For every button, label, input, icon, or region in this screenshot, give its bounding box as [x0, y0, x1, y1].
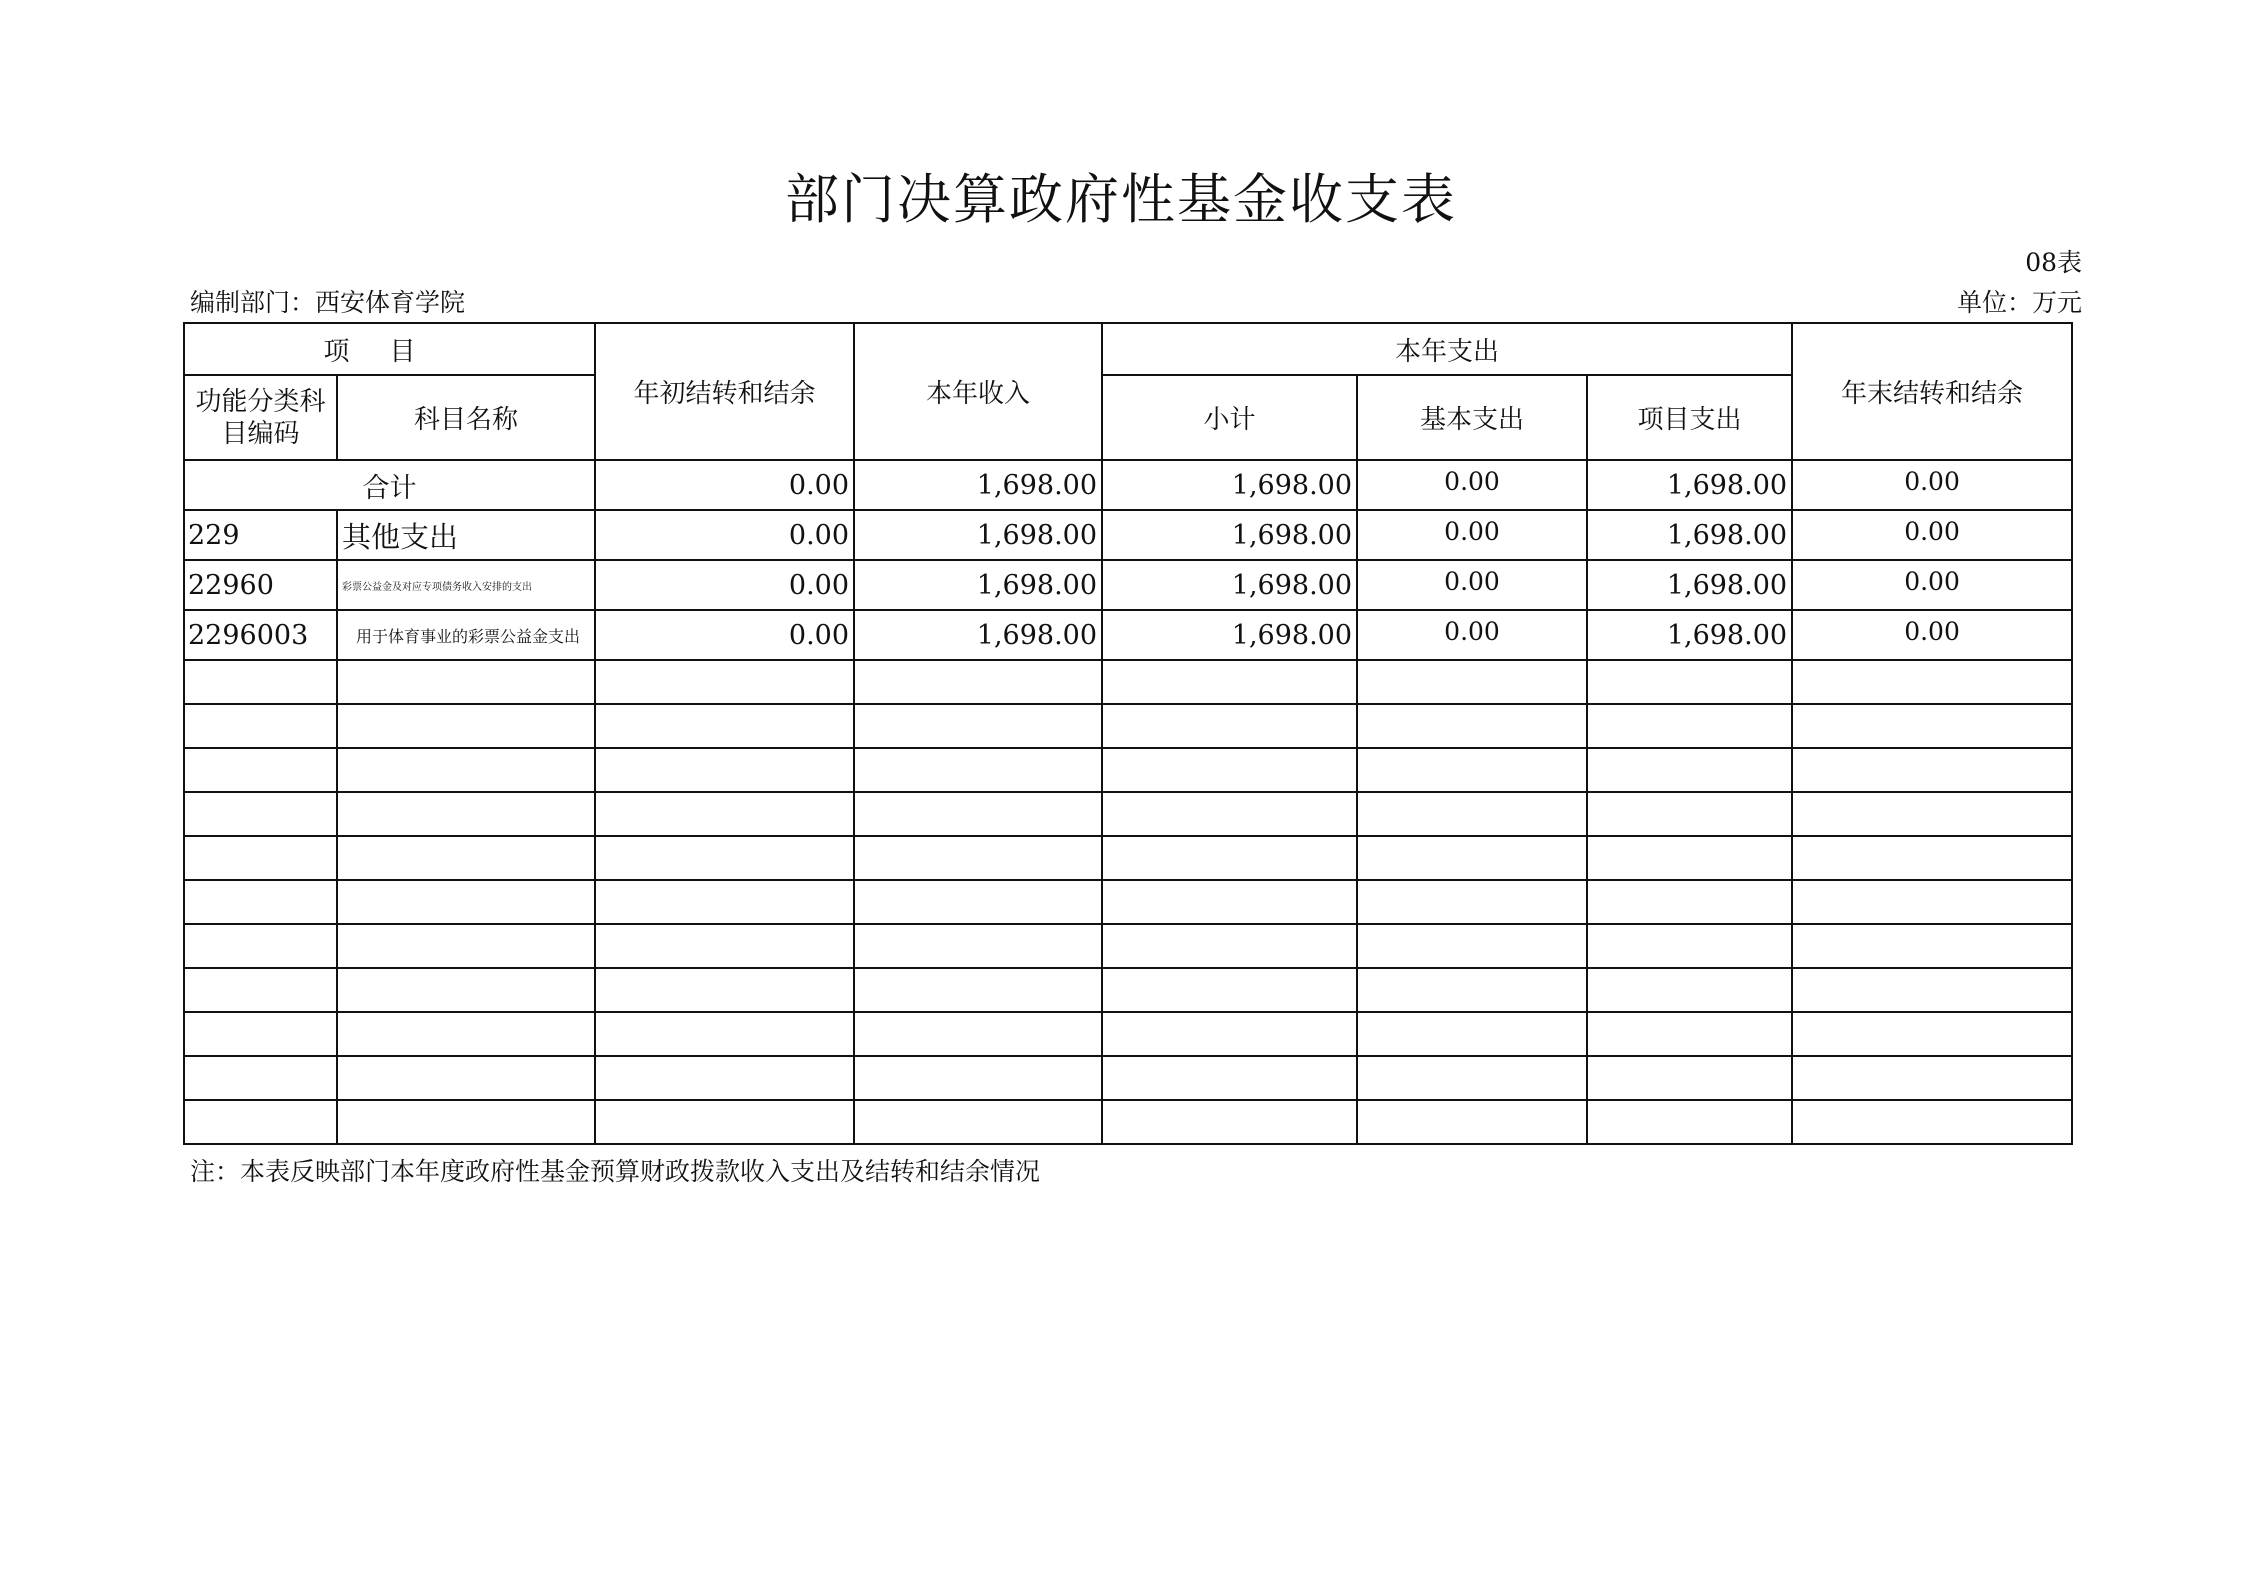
empty-cell: [184, 792, 337, 836]
empty-cell: [1792, 880, 2072, 924]
empty-cell: [1587, 1056, 1792, 1100]
empty-cell: [184, 1012, 337, 1056]
empty-cell: [1792, 748, 2072, 792]
empty-cell: [1792, 1100, 2072, 1144]
empty-cell: [1102, 968, 1357, 1012]
row-code: 22960: [184, 560, 337, 610]
table-row: [184, 560, 2072, 610]
empty-cell: [1587, 748, 1792, 792]
empty-row: [184, 836, 2072, 880]
header-func-code: 功能分类科目编码: [184, 375, 337, 460]
row-code: 2296003: [184, 610, 337, 660]
empty-cell: [1102, 660, 1357, 704]
row-basic: 0.00: [1357, 560, 1587, 610]
empty-cell: [854, 704, 1102, 748]
empty-cell: [854, 1100, 1102, 1144]
empty-row: [184, 880, 2072, 924]
row-income: 1,698.00: [854, 510, 1102, 560]
empty-cell: [1102, 792, 1357, 836]
empty-cell: [184, 1100, 337, 1144]
empty-cell: [1102, 748, 1357, 792]
empty-cell: [1792, 836, 2072, 880]
empty-cell: [337, 924, 595, 968]
header-current-expense: 本年支出: [1102, 323, 1792, 375]
fund-table: [183, 322, 2073, 1145]
total-closing: 0.00: [1792, 460, 2072, 510]
row-name: 用于体育事业的彩票公益金支出: [337, 610, 595, 660]
empty-row: [184, 1012, 2072, 1056]
empty-cell: [1587, 660, 1792, 704]
empty-cell: [1587, 1012, 1792, 1056]
empty-cell: [1792, 924, 2072, 968]
header-basic-expense: 基本支出: [1357, 375, 1587, 460]
empty-cell: [1102, 1056, 1357, 1100]
empty-cell: [1357, 1056, 1587, 1100]
empty-cell: [1792, 1012, 2072, 1056]
total-income: 1,698.00: [854, 460, 1102, 510]
header-current-income: 本年收入: [854, 323, 1102, 460]
total-row: [184, 460, 2072, 510]
empty-cell: [184, 880, 337, 924]
empty-cell: [1357, 836, 1587, 880]
empty-cell: [1587, 924, 1792, 968]
total-project: 1,698.00: [1587, 460, 1792, 510]
empty-cell: [595, 1056, 854, 1100]
row-closing: 0.00: [1792, 610, 2072, 660]
empty-cell: [184, 968, 337, 1012]
total-opening: 0.00: [595, 460, 854, 510]
department-label: 编制部门：西安体育学院: [190, 288, 466, 317]
header-closing-balance: 年末结转和结余: [1792, 323, 2072, 460]
empty-cell: [1357, 880, 1587, 924]
page-title: 部门决算政府性基金收支表: [785, 168, 1457, 231]
empty-cell: [1102, 1012, 1357, 1056]
row-opening: 0.00: [595, 560, 854, 610]
row-name: 彩票公益金及对应专项债务收入安排的支出: [337, 560, 595, 610]
row-closing: 0.00: [1792, 510, 2072, 560]
empty-cell: [337, 660, 595, 704]
empty-cell: [1792, 660, 2072, 704]
empty-cell: [1102, 704, 1357, 748]
empty-cell: [1357, 1100, 1587, 1144]
empty-cell: [595, 836, 854, 880]
empty-cell: [1587, 968, 1792, 1012]
row-subtotal: 1,698.00: [1102, 510, 1357, 560]
empty-cell: [595, 924, 854, 968]
empty-cell: [337, 968, 595, 1012]
header-opening-balance: 年初结转和结余: [595, 323, 854, 460]
empty-cell: [184, 924, 337, 968]
row-project: 1,698.00: [1587, 560, 1792, 610]
empty-cell: [1587, 704, 1792, 748]
empty-cell: [854, 660, 1102, 704]
empty-row: [184, 1100, 2072, 1144]
empty-cell: [337, 836, 595, 880]
empty-cell: [184, 660, 337, 704]
empty-cell: [337, 1100, 595, 1144]
row-subtotal: 1,698.00: [1102, 610, 1357, 660]
empty-cell: [1587, 792, 1792, 836]
empty-cell: [595, 660, 854, 704]
table-number: 08表: [2025, 248, 2082, 277]
row-subtotal: 1,698.00: [1102, 560, 1357, 610]
unit-label: 单位：万元: [1956, 288, 2082, 317]
empty-cell: [854, 1012, 1102, 1056]
empty-cell: [1357, 748, 1587, 792]
header-subtotal: 小计: [1102, 375, 1357, 460]
empty-cell: [1357, 968, 1587, 1012]
row-project: 1,698.00: [1587, 610, 1792, 660]
empty-cell: [1792, 968, 2072, 1012]
empty-cell: [1792, 704, 2072, 748]
empty-cell: [1587, 880, 1792, 924]
empty-cell: [595, 704, 854, 748]
empty-cell: [337, 748, 595, 792]
empty-cell: [854, 880, 1102, 924]
empty-cell: [1792, 1056, 2072, 1100]
empty-cell: [854, 748, 1102, 792]
empty-cell: [854, 968, 1102, 1012]
empty-cell: [1587, 1100, 1792, 1144]
table-row: [184, 610, 2072, 660]
empty-cell: [1357, 924, 1587, 968]
empty-cell: [854, 924, 1102, 968]
empty-cell: [184, 1056, 337, 1100]
row-income: 1,698.00: [854, 610, 1102, 660]
empty-cell: [595, 748, 854, 792]
row-basic: 0.00: [1357, 510, 1587, 560]
row-opening: 0.00: [595, 610, 854, 660]
header-item: 项目: [184, 323, 595, 375]
empty-cell: [337, 880, 595, 924]
total-label: 合计: [184, 460, 595, 510]
empty-row: [184, 924, 2072, 968]
total-basic: 0.00: [1357, 460, 1587, 510]
header-project-expense: 项目支出: [1587, 375, 1792, 460]
empty-cell: [184, 748, 337, 792]
empty-row: [184, 792, 2072, 836]
empty-cell: [854, 1056, 1102, 1100]
empty-cell: [1587, 836, 1792, 880]
empty-cell: [1102, 924, 1357, 968]
empty-cell: [184, 836, 337, 880]
empty-cell: [854, 792, 1102, 836]
row-income: 1,698.00: [854, 560, 1102, 610]
footer-note: 注：本表反映部门本年度政府性基金预算财政拨款收入支出及结转和结余情况: [190, 1157, 1041, 1186]
total-subtotal: 1,698.00: [1102, 460, 1357, 510]
row-opening: 0.00: [595, 510, 854, 560]
empty-row: [184, 660, 2072, 704]
empty-cell: [595, 1100, 854, 1144]
empty-cell: [1357, 1012, 1587, 1056]
row-code: 229: [184, 510, 337, 560]
header-subject-name: 科目名称: [337, 375, 595, 460]
empty-cell: [337, 792, 595, 836]
empty-cell: [595, 880, 854, 924]
empty-cell: [595, 1012, 854, 1056]
empty-cell: [337, 1012, 595, 1056]
empty-row: [184, 748, 2072, 792]
empty-row: [184, 968, 2072, 1012]
row-closing: 0.00: [1792, 560, 2072, 610]
empty-cell: [1102, 1100, 1357, 1144]
empty-cell: [337, 1056, 595, 1100]
empty-cell: [337, 704, 595, 748]
row-project: 1,698.00: [1587, 510, 1792, 560]
empty-cell: [595, 968, 854, 1012]
table-row: [184, 510, 2072, 560]
empty-cell: [184, 704, 337, 748]
row-basic: 0.00: [1357, 610, 1587, 660]
empty-cell: [595, 792, 854, 836]
empty-row: [184, 1056, 2072, 1100]
empty-cell: [1102, 880, 1357, 924]
empty-cell: [1357, 792, 1587, 836]
empty-cell: [854, 836, 1102, 880]
empty-row: [184, 704, 2072, 748]
empty-cell: [1792, 792, 2072, 836]
empty-cell: [1357, 704, 1587, 748]
empty-cell: [1357, 660, 1587, 704]
empty-cell: [1102, 836, 1357, 880]
row-name: 其他支出: [337, 510, 595, 560]
